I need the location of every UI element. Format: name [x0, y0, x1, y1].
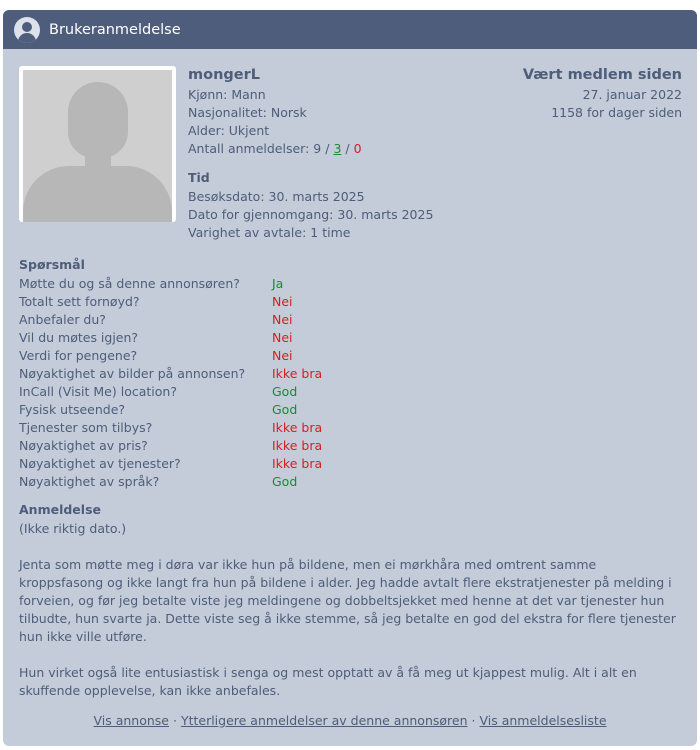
question-label: Møtte du og så denne annonsøren?	[19, 276, 240, 291]
panel-title: Brukeranmeldelse	[49, 21, 181, 38]
question-row	[19, 311, 519, 329]
gender-value: Mann	[231, 87, 266, 102]
question-row	[19, 437, 519, 455]
nationality-value: Norsk	[270, 105, 307, 120]
nationality-row: Nasjonalitet: Norsk	[188, 105, 307, 120]
question-row	[19, 293, 519, 311]
duration-row: Varighet av avtale: 1 time	[188, 225, 351, 240]
membership-info	[523, 67, 682, 122]
member-since-title: Vært medlem siden	[522, 67, 682, 83]
question-answer: Ikke bra	[272, 366, 323, 381]
reviews-total: 9	[313, 141, 322, 156]
review-paragraph-1: Jenta som møtte meg i døra var ikke hun på bildene, men ei mørkhåra med omtrent samme kroppsfasong og ikke langt fra hun på bildene i alder. Jeg hadde avtalt flere ekstratjenester på melding i forveien, og før jeg betalte viste jeg meldingene og dobbeltsjekket med henne at det var tjenester hun tilbudte, hun svarte ja. Dette viste seg å ikke stemme, så jeg betalte en god del ekstra for flere tjenester hun ikke ville utføre.	[19, 557, 676, 644]
question-row	[19, 383, 519, 401]
view-ad-link[interactable]: Vis annonse	[93, 713, 169, 728]
footer-links: Vis annonse · Ytterligere anmeldelser av denne annonsøren · Vis anmeldelsesliste	[93, 713, 607, 728]
question-answer: Ikke bra	[272, 456, 323, 471]
reviews-count-row: Antall anmeldelser: 9 / 3 / 0	[188, 141, 362, 156]
question-row	[19, 347, 519, 365]
question-label: Tjenester som tilbys?	[19, 420, 153, 435]
profile-picture	[19, 66, 176, 222]
user-info	[188, 67, 488, 242]
question-row	[19, 401, 519, 419]
question-answer: God	[272, 474, 298, 489]
member-days: 1158 for dager siden	[551, 105, 682, 120]
question-label: InCall (Visit Me) location?	[19, 384, 177, 399]
review-date-row: Dato for gjennomgang: 30. marts 2025	[188, 207, 434, 222]
question-answer: Ikke bra	[272, 420, 323, 435]
question-answer: Nei	[272, 294, 293, 309]
reviews-positive-link[interactable]: 3	[333, 141, 342, 156]
question-row	[19, 473, 519, 491]
visit-date: 30. marts 2025	[268, 189, 365, 204]
question-row	[19, 419, 519, 437]
review-panel	[3, 10, 697, 746]
username: mongerL	[188, 67, 260, 83]
visit-date-row: Besøksdato: 30. marts 2025	[188, 189, 365, 204]
questions-title: Spørsmål	[19, 257, 85, 272]
question-row	[19, 365, 519, 383]
question-label: Nøyaktighet av bilder på annonsen?	[19, 366, 246, 381]
age-row: Alder: Ukjent	[188, 123, 270, 138]
more-reviews-link[interactable]: Ytterligere anmeldelser av denne annonsøren	[180, 713, 468, 728]
time-title: Tid	[188, 170, 210, 185]
question-label: Fysisk utseende?	[19, 402, 126, 417]
review-paragraph-2: Hun virket også lite entusiastisk i senga og mest opptatt av å få meg ut kjappest mulig. Alt i alt en skuffende opplevelse, kan ikke anbefales.	[19, 665, 637, 698]
question-label: Totalt sett fornøyd?	[19, 294, 140, 309]
question-label: Verdi for pengene?	[19, 348, 138, 363]
question-answer: Ikke bra	[272, 438, 323, 453]
question-label: Vil du møtes igjen?	[19, 330, 139, 345]
question-answer: Nei	[272, 330, 293, 345]
review-title: Anmeldelse	[19, 502, 101, 517]
panel-header	[3, 10, 697, 49]
user-circle-icon	[14, 17, 40, 43]
questions-section	[19, 257, 519, 491]
questions-list	[19, 275, 519, 491]
reviews-negative: 0	[353, 141, 362, 156]
question-answer: God	[272, 402, 298, 417]
question-answer: Ja	[272, 276, 284, 291]
question-answer: Nei	[272, 348, 293, 363]
question-label: Nøyaktighet av språk?	[19, 474, 160, 489]
gender-row: Kjønn: Mann	[188, 87, 266, 102]
review-note: (Ikke riktig dato.)	[19, 521, 127, 536]
question-label: Nøyaktighet av pris?	[19, 438, 148, 453]
question-label: Nøyaktighet av tjenester?	[19, 456, 181, 471]
age-value: Ukjent	[228, 123, 270, 138]
question-row	[19, 455, 519, 473]
question-row	[19, 329, 519, 347]
review-list-link[interactable]: Vis anmeldelsesliste	[479, 713, 607, 728]
question-label: Anbefaler du?	[19, 312, 106, 327]
review-section	[19, 502, 684, 700]
review-date: 30. marts 2025	[337, 207, 434, 222]
question-answer: Nei	[272, 312, 293, 327]
question-answer: God	[272, 384, 298, 399]
question-row	[19, 275, 519, 293]
member-since-date: 27. januar 2022	[582, 87, 682, 102]
duration: 1 time	[310, 225, 351, 240]
